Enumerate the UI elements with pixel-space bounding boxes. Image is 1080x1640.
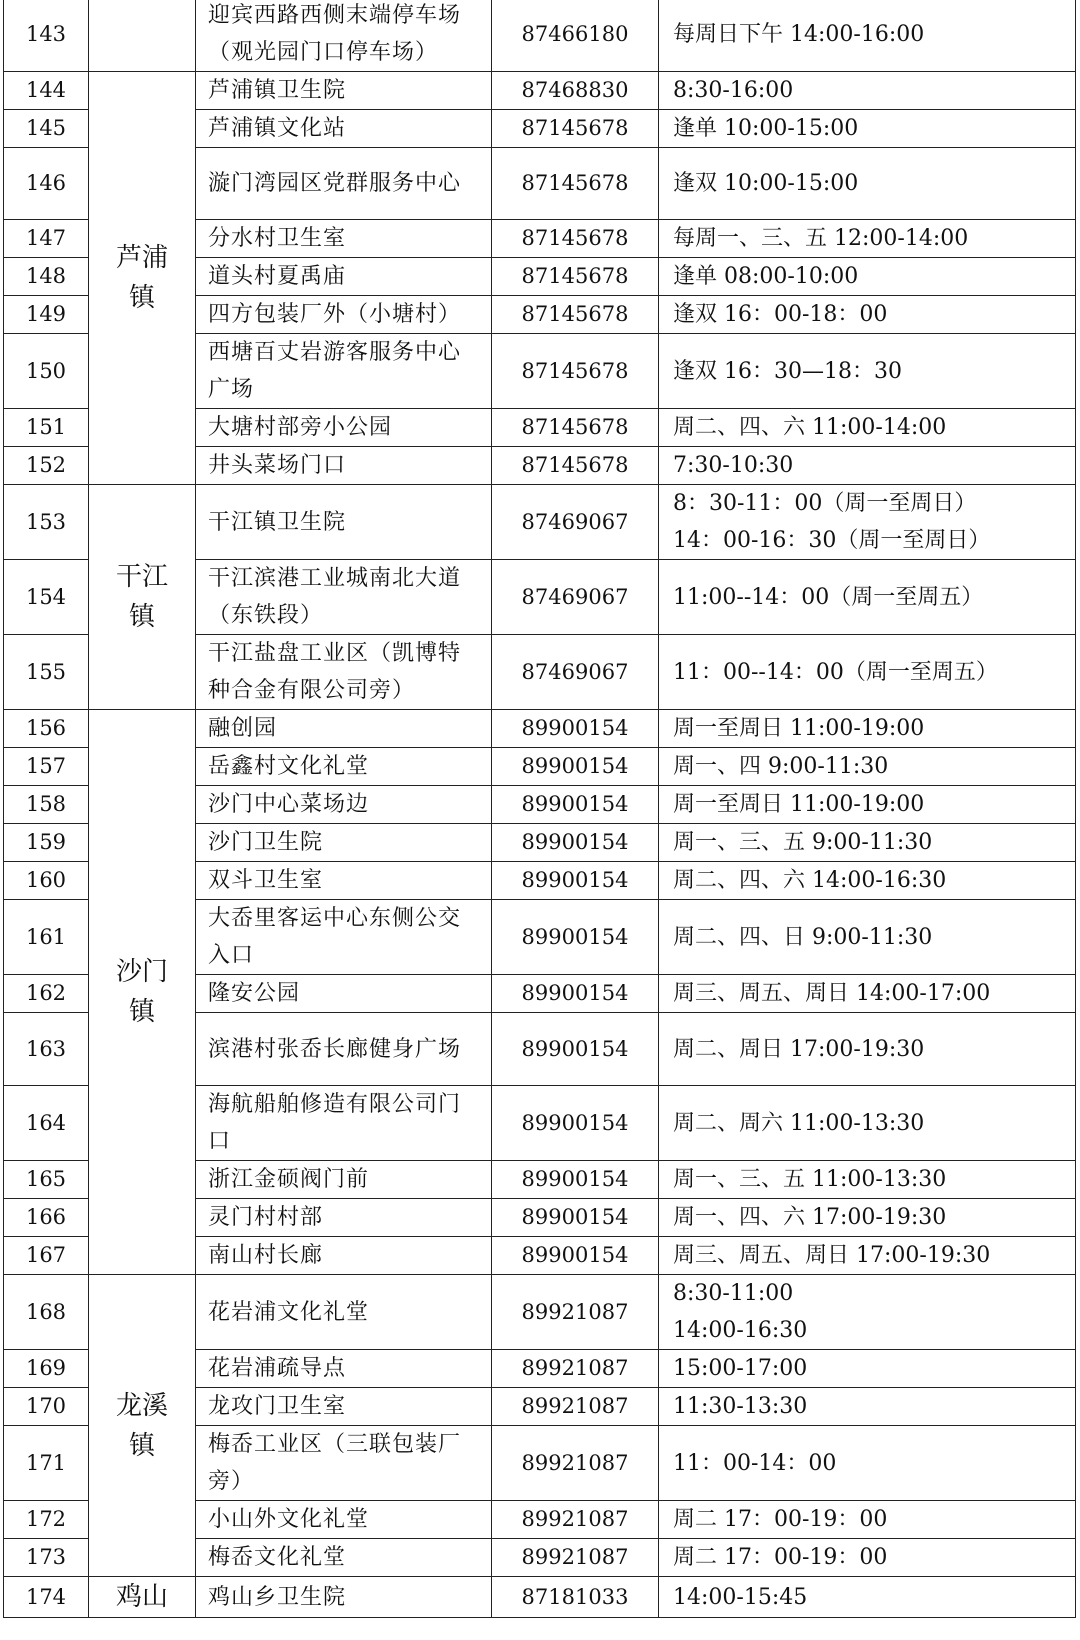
phone-number: 87145678 <box>521 171 629 195</box>
row-number: 168 <box>25 1299 67 1324</box>
site-cell <box>196 1501 492 1539</box>
phone-cell <box>492 748 659 786</box>
phone-cell <box>492 1539 659 1577</box>
hours-cell <box>659 1577 1076 1618</box>
row-number: 163 <box>25 1036 67 1061</box>
row-number-cell <box>4 0 89 72</box>
row-number-cell <box>4 710 89 748</box>
row-number: 151 <box>25 415 67 439</box>
phone-number: 87469067 <box>521 584 629 609</box>
phone-cell <box>492 1237 659 1275</box>
phone-number: 89900154 <box>521 1167 629 1191</box>
phone-number: 89921087 <box>521 1545 629 1569</box>
phone-cell <box>492 1426 659 1501</box>
row-number: 155 <box>25 659 67 684</box>
hours-cell <box>659 148 1076 220</box>
row-number-cell <box>4 1426 89 1501</box>
site-name: 分水村卫生室 <box>208 226 347 251</box>
site-name: 大塘村部旁小公园 <box>208 415 393 440</box>
hours-cell <box>659 975 1076 1013</box>
phone-number: 89921087 <box>521 1507 629 1531</box>
hours-cell <box>659 296 1076 334</box>
row-number: 159 <box>25 830 67 854</box>
hours-cell <box>659 258 1076 296</box>
table-row <box>4 485 1076 560</box>
hours-line: 周二、周日 17:00-19:30 <box>673 1036 925 1062</box>
phone-cell <box>492 72 659 110</box>
phone-number: 89900154 <box>521 830 629 854</box>
phone-number: 87469067 <box>521 509 629 534</box>
table-row <box>4 710 1076 748</box>
row-number: 169 <box>25 1356 67 1380</box>
hours-cell <box>659 1388 1076 1426</box>
phone-cell <box>492 1501 659 1539</box>
site-cell <box>196 1388 492 1426</box>
row-number: 150 <box>25 358 67 383</box>
site-name: 双斗卫生室 <box>208 868 324 893</box>
hours-line: 15:00-17:00 <box>673 1356 808 1381</box>
row-number-cell <box>4 409 89 447</box>
row-number: 164 <box>25 1110 67 1135</box>
hours-line: 周一、四、六 17:00-19:30 <box>673 1205 947 1230</box>
site-cell <box>196 748 492 786</box>
site-name: 迎宾西路西侧末端停车场（观光园门口停车场） <box>208 3 462 65</box>
site-cell <box>196 334 492 409</box>
site-name: 花岩浦文化礼堂 <box>208 1299 370 1325</box>
site-cell <box>196 1539 492 1577</box>
site-name: 梅岙工业区（三联包装厂旁） <box>208 1432 462 1494</box>
town-name: 鸡山 <box>115 1582 168 1612</box>
hours-line: 周二、四、日 9:00-11:30 <box>673 924 933 950</box>
row-number-cell <box>4 975 89 1013</box>
row-number-cell <box>4 862 89 900</box>
site-cell <box>196 862 492 900</box>
hours-line: 周三、周五、周日 17:00-19:30 <box>673 1243 991 1268</box>
site-cell <box>196 220 492 258</box>
phone-cell <box>492 1086 659 1161</box>
hours-line: 11:30-13:30 <box>673 1394 808 1419</box>
site-cell <box>196 1237 492 1275</box>
hours-line: 逢单 08:00-10:00 <box>673 264 859 289</box>
hours-line: 14：00-16：30（周一至周日） <box>673 528 991 553</box>
phone-cell <box>492 258 659 296</box>
hours-line: 逢双 10:00-15:00 <box>673 171 859 196</box>
phone-cell <box>492 1161 659 1199</box>
hours-line: 周一至周日 11:00-19:00 <box>673 792 925 817</box>
phone-number: 89900154 <box>521 924 629 949</box>
phone-number: 87145678 <box>521 453 629 477</box>
phone-number: 89900154 <box>521 1243 629 1267</box>
phone-number: 87145678 <box>521 264 629 288</box>
site-name: 融创园 <box>208 716 278 741</box>
hours-line: 7:30-10:30 <box>673 453 794 478</box>
hours-cell <box>659 748 1076 786</box>
hours-cell <box>659 220 1076 258</box>
row-number: 173 <box>25 1545 67 1569</box>
phone-number: 89921087 <box>521 1450 629 1475</box>
row-number-cell <box>4 635 89 710</box>
row-number-cell <box>4 72 89 110</box>
site-name: 海航船舶修造有限公司门口 <box>208 1092 462 1154</box>
site-cell <box>196 635 492 710</box>
row-number-cell <box>4 485 89 560</box>
site-cell <box>196 148 492 220</box>
site-name: 芦浦镇文化站 <box>208 116 347 141</box>
site-name: 花岩浦疏导点 <box>208 1356 347 1381</box>
phone-number: 89900154 <box>521 754 629 778</box>
site-cell <box>196 1199 492 1237</box>
row-number: 146 <box>25 171 67 195</box>
phone-number: 87181033 <box>521 1584 629 1609</box>
phone-number: 89900154 <box>521 1205 629 1229</box>
phone-number: 89921087 <box>521 1299 629 1324</box>
row-number-cell <box>4 1199 89 1237</box>
row-number: 148 <box>25 264 67 288</box>
hours-cell <box>659 485 1076 560</box>
hours-cell <box>659 1237 1076 1275</box>
row-number: 153 <box>25 509 67 534</box>
hours-line: 周三、周五、周日 14:00-17:00 <box>673 981 991 1006</box>
site-name: 大岙里客运中心东侧公交入口 <box>208 906 462 968</box>
row-number: 149 <box>25 302 67 326</box>
phone-number: 89900154 <box>521 981 629 1005</box>
phone-number: 89900154 <box>521 1036 629 1061</box>
site-name: 芦浦镇卫生院 <box>208 78 347 103</box>
site-name: 干江镇卫生院 <box>208 509 347 535</box>
phone-cell <box>492 862 659 900</box>
hours-line: 周二、四、六 14:00-16:30 <box>673 868 947 893</box>
hours-cell <box>659 334 1076 409</box>
hours-cell <box>659 409 1076 447</box>
hours-line: 逢双 16：00-18：00 <box>673 302 888 327</box>
hours-cell <box>659 824 1076 862</box>
town-cell <box>89 485 196 710</box>
site-name: 道头村夏禹庙 <box>208 264 347 289</box>
town-cell <box>89 0 196 72</box>
row-number: 172 <box>25 1507 67 1531</box>
row-number: 171 <box>25 1450 67 1475</box>
town-cell <box>89 710 196 1275</box>
hours-cell <box>659 1013 1076 1086</box>
hours-cell <box>659 1426 1076 1501</box>
row-number-cell <box>4 258 89 296</box>
row-number-cell <box>4 1086 89 1161</box>
row-number: 144 <box>25 78 67 102</box>
hours-line: 8:30-16:00 <box>673 78 794 103</box>
site-cell <box>196 409 492 447</box>
site-name: 漩门湾园区党群服务中心 <box>208 171 462 196</box>
hours-line: 每周日下午 14:00-16:00 <box>673 21 925 47</box>
row-number-cell <box>4 824 89 862</box>
hours-cell <box>659 0 1076 72</box>
town-name-line: 沙门 <box>115 957 168 987</box>
hours-cell <box>659 1161 1076 1199</box>
site-cell <box>196 975 492 1013</box>
site-cell <box>196 710 492 748</box>
phone-number: 89921087 <box>521 1394 629 1418</box>
hours-cell <box>659 710 1076 748</box>
row-number: 165 <box>25 1167 67 1191</box>
hours-cell <box>659 1086 1076 1161</box>
site-cell <box>196 296 492 334</box>
phone-cell <box>492 1013 659 1086</box>
row-number: 154 <box>25 584 67 609</box>
site-cell <box>196 1275 492 1350</box>
phone-number: 87145678 <box>521 358 629 383</box>
row-number: 174 <box>25 1584 67 1609</box>
phone-cell <box>492 824 659 862</box>
hours-line: 8:30-11:00 <box>673 1281 794 1306</box>
row-number: 161 <box>25 924 67 949</box>
site-cell <box>196 1577 492 1618</box>
row-number-cell <box>4 110 89 148</box>
phone-cell <box>492 0 659 72</box>
site-name: 灵门村村部 <box>208 1205 324 1230</box>
phone-cell <box>492 900 659 975</box>
hours-line: 14:00-15:45 <box>673 1584 808 1610</box>
row-number-cell <box>4 220 89 258</box>
row-number: 143 <box>25 21 67 46</box>
phone-number: 87469067 <box>521 659 629 684</box>
hours-line: 周一、三、五 11:00-13:30 <box>673 1167 947 1192</box>
site-cell <box>196 110 492 148</box>
phone-number: 87145678 <box>521 116 629 140</box>
hours-line: 逢双 16：30—18：30 <box>673 358 902 384</box>
site-cell <box>196 824 492 862</box>
phone-number: 89900154 <box>521 792 629 816</box>
town-name-line: 镇 <box>128 997 155 1027</box>
site-cell <box>196 1426 492 1501</box>
hours-line: 11：00-14：00 <box>673 1450 837 1476</box>
phone-cell <box>492 220 659 258</box>
row-number: 167 <box>25 1243 67 1267</box>
hours-cell <box>659 1275 1076 1350</box>
table-row <box>4 72 1076 110</box>
hours-cell <box>659 447 1076 485</box>
row-number: 157 <box>25 754 67 778</box>
phone-cell <box>492 1350 659 1388</box>
hours-cell <box>659 110 1076 148</box>
site-name: 岳鑫村文化礼堂 <box>208 754 370 779</box>
phone-cell <box>492 975 659 1013</box>
phone-cell <box>492 560 659 635</box>
phone-cell <box>492 710 659 748</box>
phone-cell <box>492 447 659 485</box>
site-cell <box>196 485 492 560</box>
phone-number: 87466180 <box>521 21 629 46</box>
row-number: 156 <box>25 716 67 740</box>
site-cell <box>196 1013 492 1086</box>
phone-number: 89900154 <box>521 868 629 892</box>
phone-cell <box>492 148 659 220</box>
town-name-line: 镇 <box>128 1430 155 1461</box>
site-name: 浙江金硕阀门前 <box>208 1167 370 1192</box>
site-name: 梅岙文化礼堂 <box>208 1545 347 1570</box>
site-cell <box>196 1086 492 1161</box>
phone-cell <box>492 110 659 148</box>
hours-line: 周二 17：00-19：00 <box>673 1545 888 1570</box>
town-cell <box>89 72 196 485</box>
hours-line: 每周一、三、五 12:00-14:00 <box>673 226 969 251</box>
hours-cell <box>659 560 1076 635</box>
phone-cell <box>492 1199 659 1237</box>
hours-cell <box>659 72 1076 110</box>
hours-line: 周二、四、六 11:00-14:00 <box>673 415 947 440</box>
row-number-cell <box>4 560 89 635</box>
site-name: 干江盐盘工业区（凯博特种合金有限公司旁） <box>208 641 462 703</box>
row-number: 158 <box>25 792 67 816</box>
site-name: 鸡山乡卫生院 <box>208 1584 347 1610</box>
hours-line: 逢单 10:00-15:00 <box>673 116 859 141</box>
site-name: 四方包装厂外（小塘村） <box>208 302 462 327</box>
hours-line: 周二 17：00-19：00 <box>673 1507 888 1532</box>
hours-line: 14:00-16:30 <box>673 1318 808 1343</box>
hours-line: 周二、周六 11:00-13:30 <box>673 1110 925 1136</box>
row-number: 145 <box>25 116 67 140</box>
phone-cell <box>492 296 659 334</box>
row-number-cell <box>4 1161 89 1199</box>
site-name: 西塘百丈岩游客服务中心广场 <box>208 340 462 402</box>
row-number-cell <box>4 1237 89 1275</box>
phone-cell <box>492 786 659 824</box>
site-cell <box>196 1350 492 1388</box>
town-name-line: 干江 <box>115 562 168 592</box>
site-cell <box>196 447 492 485</box>
site-name: 滨港村张岙长廊健身广场 <box>208 1036 462 1062</box>
phone-cell <box>492 1388 659 1426</box>
site-name: 隆安公园 <box>208 981 301 1006</box>
hours-line: 11：00--14：00（周一至周五） <box>673 659 998 685</box>
town-cell <box>89 1577 196 1618</box>
town-cell <box>89 1275 196 1577</box>
site-name: 干江滨港工业城南北大道（东铁段） <box>208 566 462 628</box>
row-number-cell <box>4 1350 89 1388</box>
phone-number: 89900154 <box>521 1110 629 1135</box>
town-name-line: 龙溪 <box>115 1390 168 1421</box>
hours-line: 周一、三、五 9:00-11:30 <box>673 830 933 855</box>
hours-line: 8：30-11：00（周一至周日） <box>673 491 977 516</box>
phone-cell <box>492 334 659 409</box>
hours-line: 11:00--14：00（周一至周五） <box>673 584 984 610</box>
phone-number: 89900154 <box>521 716 629 740</box>
town-name-line: 镇 <box>128 602 155 632</box>
row-number: 152 <box>25 453 67 477</box>
phone-cell <box>492 409 659 447</box>
phone-cell <box>492 635 659 710</box>
site-cell <box>196 258 492 296</box>
table-row <box>4 0 1076 72</box>
table-body <box>4 0 1076 1618</box>
hours-cell <box>659 1539 1076 1577</box>
row-number-cell <box>4 1275 89 1350</box>
site-name: 南山村长廊 <box>208 1243 324 1268</box>
row-number-cell <box>4 1388 89 1426</box>
site-cell <box>196 72 492 110</box>
site-name: 龙攻门卫生室 <box>208 1394 347 1419</box>
phone-number: 87145678 <box>521 302 629 326</box>
site-cell <box>196 1161 492 1199</box>
row-number: 162 <box>25 981 67 1005</box>
hours-cell <box>659 1199 1076 1237</box>
row-number-cell <box>4 334 89 409</box>
phone-number: 87145678 <box>521 226 629 250</box>
row-number-cell <box>4 1013 89 1086</box>
row-number: 166 <box>25 1205 67 1229</box>
hours-cell <box>659 786 1076 824</box>
sampling-sites-table <box>3 0 1076 1618</box>
phone-cell <box>492 1275 659 1350</box>
row-number-cell <box>4 786 89 824</box>
hours-cell <box>659 900 1076 975</box>
row-number-cell <box>4 1539 89 1577</box>
phone-cell <box>492 1577 659 1618</box>
town-name-line: 镇 <box>128 283 155 313</box>
phone-cell <box>492 485 659 560</box>
site-cell <box>196 0 492 72</box>
hours-line: 周一至周日 11:00-19:00 <box>673 716 925 741</box>
table-row <box>4 1275 1076 1350</box>
site-name: 沙门中心菜场边 <box>208 792 370 817</box>
row-number-cell <box>4 1577 89 1618</box>
site-cell <box>196 786 492 824</box>
site-cell <box>196 900 492 975</box>
phone-number: 89921087 <box>521 1356 629 1380</box>
row-number: 147 <box>25 226 67 250</box>
site-name: 井头菜场门口 <box>208 453 347 478</box>
row-number-cell <box>4 296 89 334</box>
site-name: 沙门卫生院 <box>208 830 324 855</box>
table-row <box>4 1577 1076 1618</box>
hours-cell <box>659 635 1076 710</box>
hours-cell <box>659 862 1076 900</box>
row-number-cell <box>4 748 89 786</box>
site-name: 小山外文化礼堂 <box>208 1507 370 1532</box>
row-number-cell <box>4 447 89 485</box>
hours-cell <box>659 1350 1076 1388</box>
row-number: 160 <box>25 868 67 892</box>
hours-cell <box>659 1501 1076 1539</box>
town-name-line: 芦浦 <box>115 243 168 273</box>
row-number-cell <box>4 148 89 220</box>
hours-line: 周一、四 9:00-11:30 <box>673 754 889 779</box>
row-number-cell <box>4 900 89 975</box>
phone-number: 87468830 <box>521 78 629 102</box>
site-cell <box>196 560 492 635</box>
row-number-cell <box>4 1501 89 1539</box>
row-number: 170 <box>25 1394 67 1418</box>
phone-number: 87145678 <box>521 415 629 439</box>
